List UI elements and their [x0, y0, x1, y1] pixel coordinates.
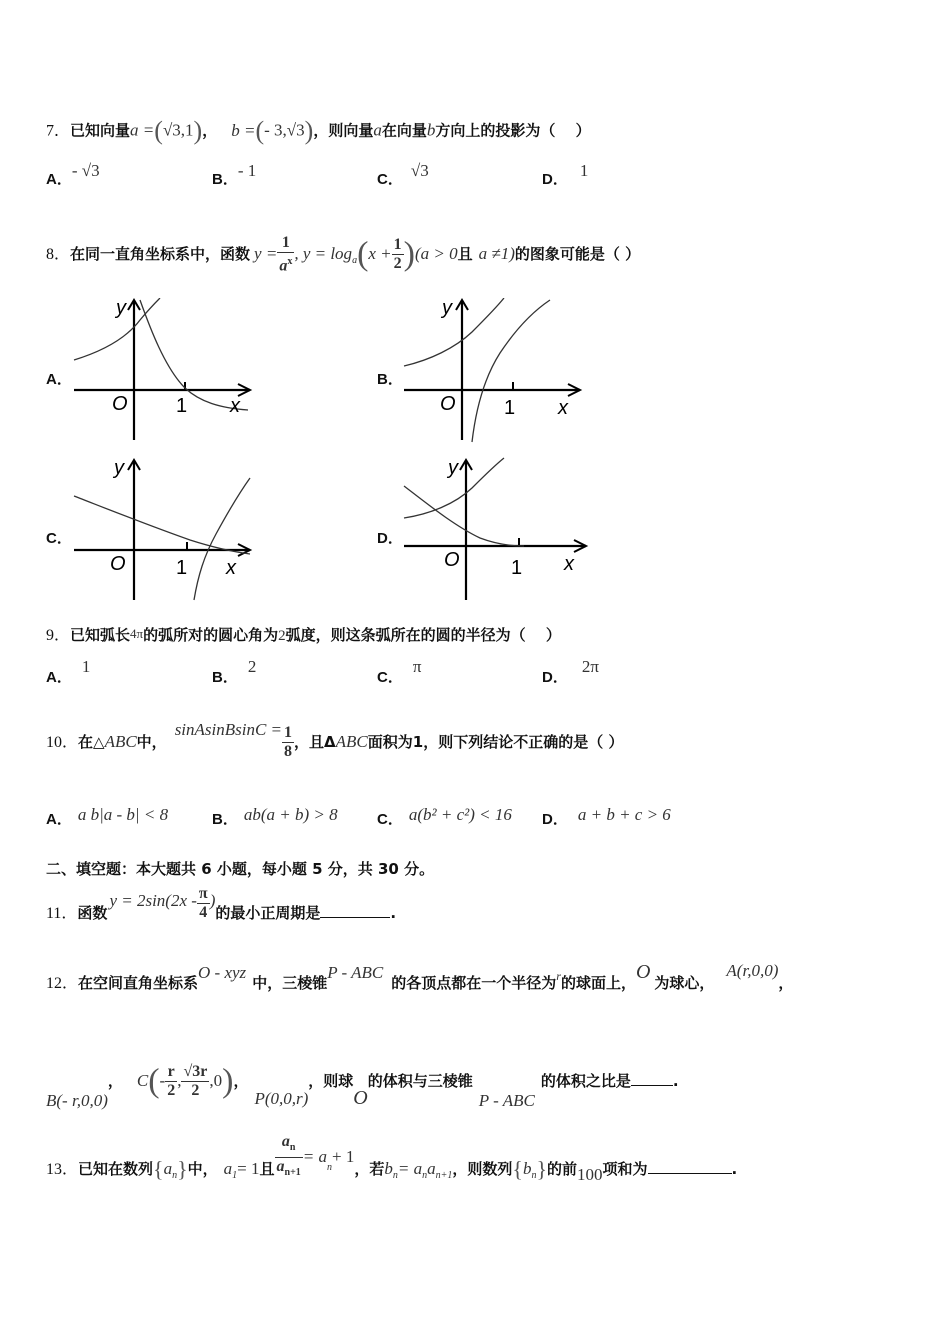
question-text: 方向上的投影为（ ）	[435, 121, 591, 140]
option-b[interactable]	[212, 161, 257, 189]
math-expression: A(r,0,0)	[726, 961, 779, 980]
option-c[interactable]	[377, 657, 422, 687]
graph-d[interactable]	[400, 456, 595, 601]
math-expression: 3,1	[172, 120, 194, 140]
math-expression: , y = log	[294, 244, 353, 263]
question-text: 在△	[78, 733, 105, 751]
exponent: x	[287, 255, 293, 267]
denominator: 2	[191, 1082, 200, 1099]
option-value: 2π	[581, 657, 599, 676]
option-a[interactable]	[46, 805, 169, 829]
option-label: B．	[212, 171, 238, 188]
option-d[interactable]	[542, 161, 589, 189]
paren: (	[357, 235, 369, 273]
question-text: ，	[778, 974, 794, 992]
option-c[interactable]	[377, 805, 512, 829]
math-expression: )	[209, 891, 216, 910]
math-expression: x +	[368, 244, 392, 263]
question-text: ，	[202, 121, 218, 140]
math-expression: 2	[278, 628, 286, 644]
math-expression: - 3,	[264, 120, 287, 140]
curve-log	[472, 300, 550, 442]
option-d[interactable]	[542, 805, 671, 829]
graph-d-label[interactable]: D．	[377, 530, 403, 547]
paren: )	[193, 116, 203, 145]
option-label: C．	[377, 171, 403, 188]
question-text: 的图象可能是（ ）	[514, 245, 641, 263]
question-text: 已知弧长	[70, 626, 131, 644]
x-label: x	[226, 557, 236, 579]
math-expression: b	[522, 1159, 532, 1178]
option-b[interactable]	[212, 657, 257, 687]
denominator: 8	[284, 743, 293, 760]
fraction	[275, 1133, 303, 1182]
denominator: a	[279, 257, 288, 275]
math-expression: ABC	[104, 732, 137, 751]
question-text: .	[672, 1072, 679, 1090]
brace: }	[536, 1156, 548, 1182]
curve-exp	[74, 496, 250, 554]
question-text: 的最小正周期是	[215, 904, 321, 922]
question-number: 9．	[46, 627, 71, 644]
denominator: 4	[199, 904, 208, 921]
paren: )	[304, 116, 314, 145]
one-label: 1	[176, 557, 188, 579]
question-number: 13．	[46, 1161, 79, 1178]
denominator: a	[276, 1158, 285, 1175]
numerator: 1	[284, 724, 293, 741]
question-text: .	[390, 904, 397, 922]
subscript: n+1	[435, 1170, 453, 1181]
option-value: 2	[247, 657, 257, 676]
question-13	[46, 1132, 738, 1207]
subscript: n	[327, 1162, 333, 1173]
subscript: 1	[232, 1170, 238, 1181]
numerator: 1	[277, 234, 294, 253]
option-label: A．	[46, 811, 72, 828]
question-number: 12．	[46, 975, 79, 992]
fraction	[197, 885, 210, 922]
question-text: 项和为	[602, 1160, 648, 1178]
graph-c-label[interactable]: C．	[46, 530, 72, 547]
option-value: 1	[579, 161, 589, 180]
math-expression: O	[635, 961, 651, 983]
math-expression: (a > 0	[415, 244, 458, 263]
math-expression: a ≠1)	[478, 244, 515, 263]
question-text: ，若	[354, 1160, 385, 1178]
math-expression: 3	[296, 120, 305, 140]
brace: }	[177, 1156, 188, 1182]
question-number: 7．	[46, 122, 71, 140]
question-number: 8．	[46, 246, 71, 263]
question-8	[46, 224, 640, 291]
option-value: 3	[420, 161, 429, 180]
denominator: 2	[393, 255, 402, 272]
one-label: 1	[504, 397, 516, 419]
math-expression: sinAsinBsinC =	[174, 720, 283, 739]
math-expression: a	[373, 120, 382, 140]
denominator: 2	[167, 1082, 176, 1099]
question-text: 的前	[547, 1160, 578, 1178]
question-text: 的球面上，	[560, 974, 636, 992]
option-value: ab(a + b) > 8	[243, 805, 338, 824]
origin-label: O	[112, 393, 128, 415]
answer-blank[interactable]	[631, 1072, 673, 1086]
math-expression: a	[223, 1159, 233, 1178]
paren: )	[222, 1062, 234, 1100]
origin-label: O	[444, 549, 460, 571]
math-expression: O	[353, 1087, 368, 1109]
numerator: π	[198, 885, 208, 902]
subscript: n	[422, 1170, 428, 1181]
question-9	[46, 622, 561, 645]
sqrt-symbol: √	[410, 161, 421, 180]
math-expression: ,0	[209, 1071, 223, 1090]
question-text: 的弧所对的圆心角为	[143, 626, 279, 644]
question-text: 函数	[77, 904, 108, 922]
math-expression: y = 2sin(2x -	[109, 891, 197, 910]
graph-b[interactable]	[400, 298, 590, 443]
question-text: ，则数列	[452, 1160, 513, 1178]
question-number: 10．	[46, 734, 79, 751]
option-label: D．	[542, 669, 568, 686]
question-text: 中，	[187, 1160, 218, 1178]
question-text: 为球心，	[654, 974, 715, 992]
question-text: .	[731, 1160, 738, 1178]
fraction	[165, 1063, 177, 1100]
option-label: A．	[46, 669, 72, 686]
option-label: B．	[212, 669, 238, 686]
math-expression: 100	[577, 1165, 603, 1184]
option-b[interactable]	[212, 805, 338, 829]
math-expression: a	[163, 1159, 173, 1178]
graph-a-label[interactable]: A．	[46, 371, 72, 388]
sqrt-symbol: √	[162, 120, 173, 140]
subscript: n	[392, 1170, 398, 1181]
sqrt-symbol: √	[286, 120, 297, 140]
graph-a[interactable]	[70, 298, 260, 443]
paren: (	[255, 116, 265, 145]
math-expression: P - ABC	[478, 1091, 535, 1110]
answer-blank[interactable]	[648, 1160, 732, 1174]
option-value: - 1	[237, 161, 257, 180]
math-expression: C	[136, 1071, 149, 1090]
one-label: 1	[176, 395, 188, 417]
question-11	[46, 886, 396, 941]
option-value: a b|a - b| < 8	[77, 805, 169, 824]
subscript: n	[531, 1170, 537, 1181]
x-label: x	[558, 397, 568, 419]
math-expression: r	[556, 969, 561, 983]
question-text: 在向量	[381, 121, 427, 140]
question-text: 的各顶点都在一个半径为	[391, 974, 557, 992]
option-value: -	[71, 161, 82, 180]
question-text: ，	[107, 1072, 123, 1090]
option-c[interactable]	[377, 161, 429, 189]
question-12	[46, 960, 793, 1006]
question-12-cont	[46, 1050, 679, 1112]
option-label: A．	[46, 171, 72, 188]
math-expression: P(0,0,r)	[254, 1089, 309, 1108]
question-text: 面积为	[367, 733, 413, 751]
math-expression: ABC	[335, 732, 368, 751]
numerator: a	[281, 1132, 290, 1150]
fraction	[277, 234, 294, 275]
math-expression: b	[384, 1159, 393, 1178]
question-text: 中，	[136, 733, 167, 751]
question-text: 的体积与三棱锥	[367, 1072, 473, 1090]
sqrt-symbol: √	[183, 1063, 193, 1080]
option-value: π	[412, 657, 422, 676]
question-text: ，	[233, 1072, 249, 1090]
math-expression: a	[427, 1159, 436, 1178]
option-label: B．	[212, 811, 238, 828]
math-expression: P - ABC	[327, 963, 384, 982]
math-expression: = a	[397, 1159, 423, 1178]
fraction	[181, 1063, 209, 1100]
curve-exp	[404, 298, 504, 366]
option-value: 1	[81, 657, 91, 676]
paren: )	[403, 235, 415, 273]
y-label: y	[442, 298, 452, 319]
answer-blank[interactable]	[320, 904, 390, 918]
question-text: 1	[412, 733, 424, 751]
subscript: n+1	[284, 1167, 301, 1179]
origin-label: O	[110, 553, 126, 575]
graph-c[interactable]	[70, 456, 260, 601]
sqrt-symbol: √	[81, 161, 92, 180]
numerator: 3r	[192, 1063, 208, 1080]
question-text: ，则向量	[313, 121, 374, 140]
math-expression: b =	[231, 120, 256, 140]
option-label: D．	[542, 811, 568, 828]
x-label: x	[564, 553, 574, 575]
question-text: 中，三棱锥	[252, 974, 328, 992]
question-text: 已知在数列	[78, 1160, 154, 1178]
question-text: ，则下列结论不正确的是（ ）	[423, 733, 624, 751]
option-value: a(b² + c²) < 16	[408, 805, 512, 824]
math-expression: B(- r,0,0)	[46, 1091, 108, 1110]
brace: {	[153, 1156, 164, 1182]
fraction	[392, 236, 404, 273]
y-label: y	[116, 298, 126, 319]
question-text: 在空间直角坐标系	[78, 974, 199, 992]
option-label: D．	[542, 171, 568, 188]
question-number: 11．	[46, 905, 78, 922]
subscript: n	[289, 1142, 296, 1153]
y-label: y	[448, 457, 458, 479]
curve-log	[140, 300, 248, 410]
origin-label: O	[440, 393, 456, 415]
math-expression: = 1	[237, 1159, 260, 1178]
question-text: 且	[457, 245, 473, 263]
log-base: a	[352, 255, 358, 266]
option-value: a + b + c > 6	[577, 805, 671, 824]
one-label: 1	[511, 557, 523, 579]
option-a[interactable]	[46, 657, 91, 687]
curve-log	[194, 478, 250, 600]
option-label: C．	[377, 669, 403, 686]
paren: (	[148, 1062, 160, 1100]
math-expression: = a	[302, 1147, 328, 1166]
question-text: 弧度，则这条弧所在的圆的半径为（ ）	[285, 626, 561, 644]
numerator: 1	[393, 236, 402, 253]
math-expression: O - xyz	[198, 963, 247, 982]
paren: (	[154, 116, 163, 145]
y-label: y	[114, 457, 124, 479]
numerator: r	[165, 1063, 177, 1082]
math-expression: + 1	[332, 1147, 355, 1166]
question-text: ，则球	[308, 1072, 354, 1090]
option-label: C．	[377, 811, 403, 828]
math-expression: 4π	[130, 626, 144, 641]
question-10	[46, 714, 623, 771]
question-text: 的体积之比是	[540, 1072, 631, 1090]
option-value: 3	[91, 161, 100, 180]
brace: {	[512, 1156, 523, 1182]
question-text: 且	[259, 1160, 275, 1178]
fraction	[282, 724, 294, 761]
section-heading: 二、填空题：本大题共 6 小题，每小题 5 分，共 30 分。	[46, 860, 435, 878]
question-text: 在同一直角坐标系中，函数	[70, 245, 251, 263]
option-a[interactable]	[46, 161, 100, 189]
math-expression: ,	[177, 1071, 182, 1090]
question-text: ，且Δ	[294, 733, 336, 751]
math-expression: b	[426, 120, 436, 140]
math-expression: a =	[130, 120, 155, 140]
subscript: n	[172, 1170, 178, 1181]
option-d[interactable]	[542, 657, 599, 687]
graph-b-label[interactable]: B．	[377, 371, 403, 388]
math-expression: -	[159, 1071, 166, 1090]
question-7	[46, 116, 591, 146]
question-text: 已知向量	[70, 121, 131, 140]
x-label: x	[230, 395, 240, 417]
math-expression: y =	[254, 244, 278, 263]
